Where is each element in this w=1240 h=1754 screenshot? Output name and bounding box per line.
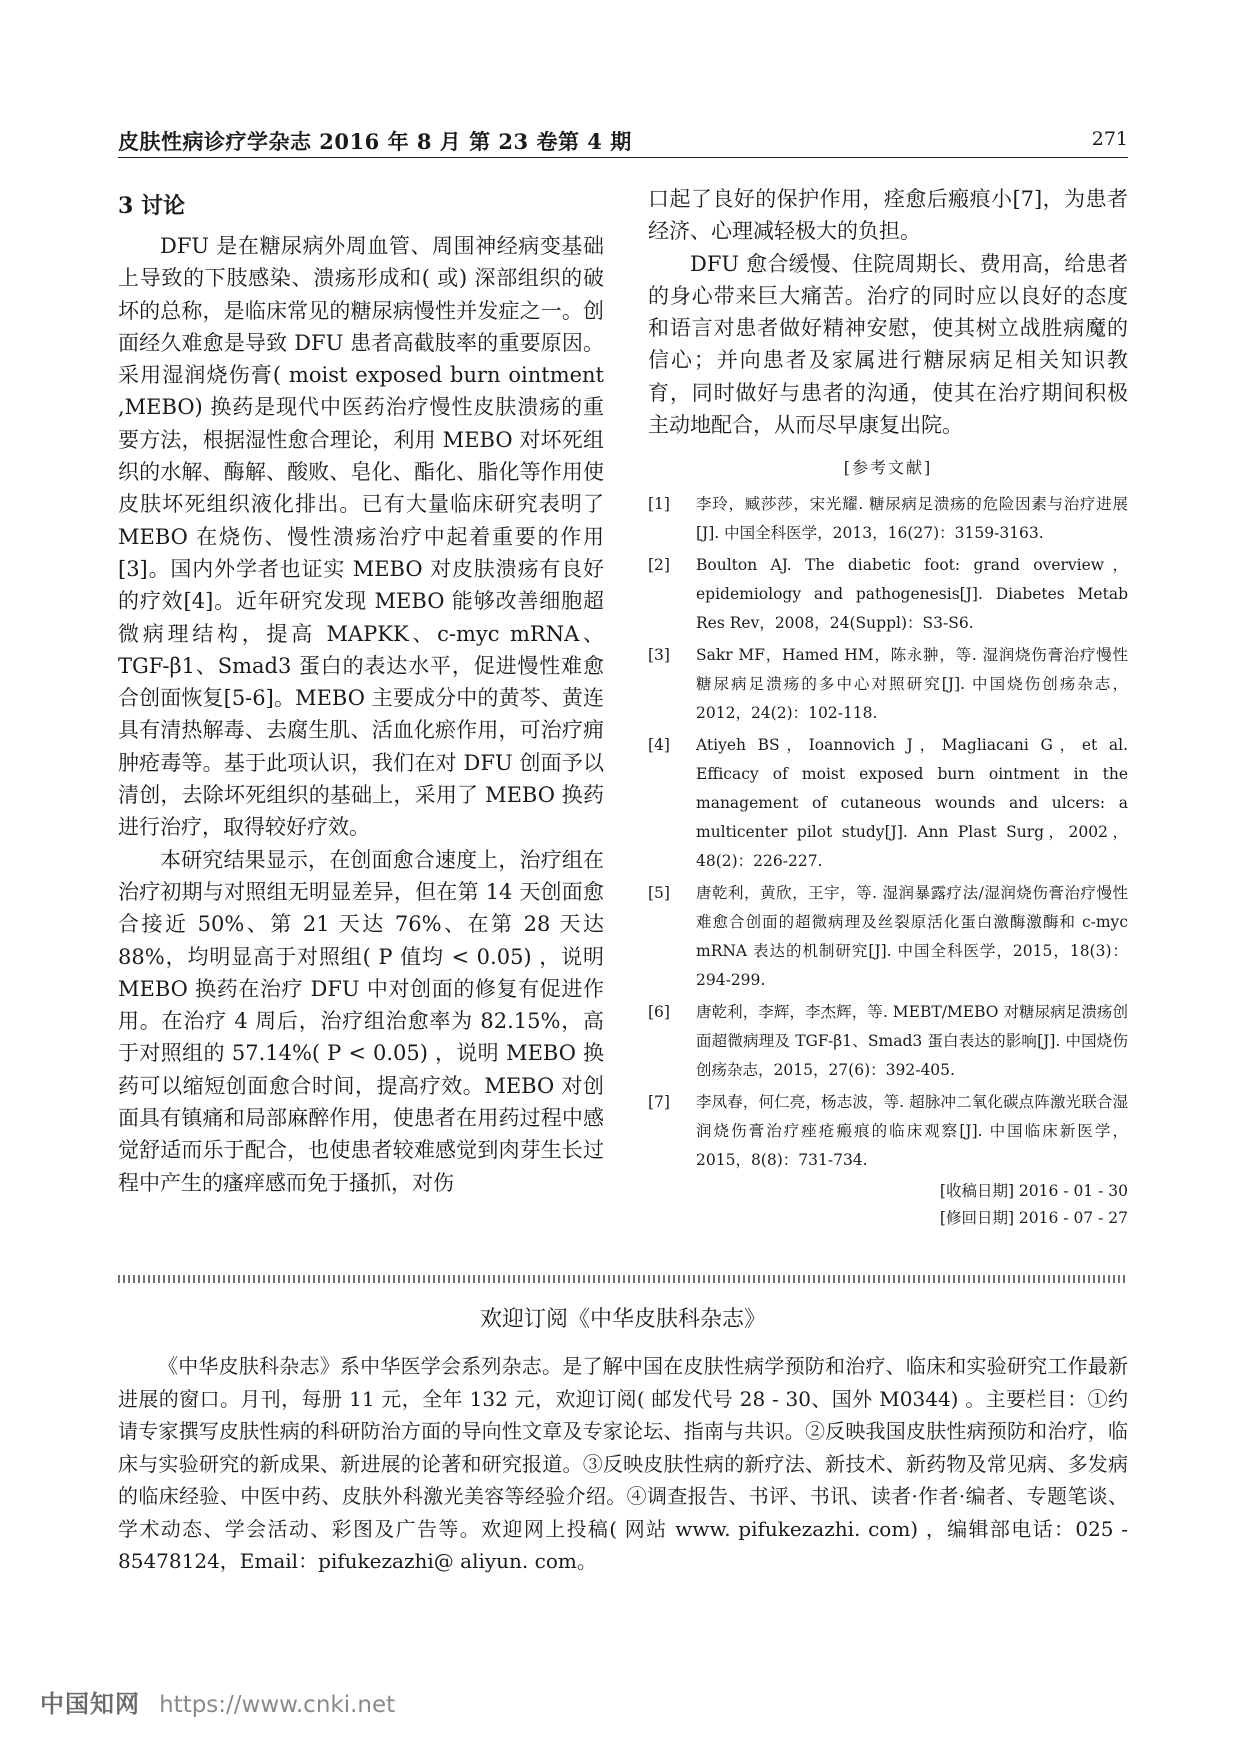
discussion-paragraph-1: DFU 是在糖尿病外周血管、周围神经病变基础上导致的下肢感染、溃疡形成和( 或) 深部组织的破坏的总称，是临床常见的糖尿病慢性并发症之一。创面经久难愈是导致 DFU 患者高截肢率的重要原因。采用湿润烧伤膏( moist exposed burn ointment ,MEBO) 换药是现代中医药治疗慢性皮肤溃疡的重要方法，根据湿性愈合理论，利用 MEBO 对坏死组织的水解、酶解、酸败、皂化、酯化、脂化等作用使皮肤坏死组织液化排出。已有大量临床研究表明了 MEBO 在烧伤、慢性溃疡治疗中起着重要的作用[3]。国内外学者也证实 MEBO 对皮肤溃疡有良好的疗效[4]。近年研究发现 MEBO 能够改善细胞超微病理结构，提高 MAPKK、c-myc mRNA、TGF-β1、Smad3 蛋白的表达水平，促进慢性难愈合创面恢复[5-6]。MEBO 主要成分中的黄芩、黄连具有清热解毒、去腐生肌、活血化瘀作用，可治疗痈肿疮毒等。基于此项认识，我们在对 DFU 创面予以清创，去除坏死组织的基础上，采用了 MEBO 换药进行治疗，取得较好疗效。 — [118, 234, 604, 840]
received-date: [收稿日期] 2016 - 01 - 30 — [939, 1182, 1128, 1201]
cnki-url[interactable]: https://www.cnki.net — [159, 1692, 396, 1718]
running-header — [118, 126, 1128, 158]
reference-item — [648, 879, 1128, 995]
reference-item — [648, 731, 1128, 876]
references-title: [参考文献] — [843, 458, 933, 478]
reference-text: Atiyeh BS，Ioannovich J，Magliacani G，et al. Efficacy of moist exposed burn ointment in the management of cutaneous wounds and ulcers: a multicenter pilot study[J]. Ann Plast Surg，2002，48(2)：226-227. — [696, 736, 1128, 871]
reference-number: [6] — [648, 1003, 670, 1022]
reference-text: 唐乾利，李辉，李杰辉，等. MEBT/MEBO 对糖尿病足溃疡创面超微病理及 TGF-β1、Smad3 蛋白表达的影响[J]. 中国烧伤创疡杂志，2015，27(6)：392-405. — [696, 1003, 1128, 1080]
reference-number: [1] — [648, 495, 670, 514]
cnki-footer — [40, 1684, 396, 1718]
reference-item — [648, 490, 1128, 548]
reference-item — [648, 551, 1128, 638]
header-rule — [118, 157, 1128, 158]
advert-body: 《中华皮肤科杂志》系中华医学会系列杂志。是了解中国在皮肤性病学预防和治疗、临床和实验研究工作最新进展的窗口。月刊，每册 11 元，全年 132 元，欢迎订阅( 邮发代号 28 - 30、国外 M0344) 。主要栏目：①约请专家撰写皮肤性病的科研防治方面的导向性文章及专家论坛、指南与共识。②反映我国皮肤性病预防和治疗，临床与实验研究的新成果、新进展的论著和研究报道。③反映皮肤性病的新疗法、新技术、新药物及常见病、多发病的临床经验、中医中药、皮肤外科激光美容等经验介绍。④调查报告、书评、书讯、读者·作者·编者、专题笔谈、学术动态、学会活动、彩图及广告等。欢迎网上投稿( 网站 www. pifukezazhi. com) ，编辑部电话：025 - 85478124，Email：pifukezazhi@ aliyun. com。 — [118, 1354, 1128, 1573]
page-number: 271 — [1091, 128, 1128, 150]
section-title: 3 讨论 — [118, 193, 185, 219]
revised-date: [修回日期] 2016 - 07 - 27 — [939, 1209, 1128, 1228]
right-column — [648, 183, 1128, 1232]
cnki-logo: 中国知网 — [40, 1690, 140, 1718]
reference-item — [648, 1088, 1128, 1175]
reference-list — [648, 490, 1128, 1175]
reference-number: [3] — [648, 646, 670, 665]
left-column — [118, 190, 604, 1199]
reference-text: Sakr MF，Hamed HM，陈永翀，等. 湿润烧伤膏治疗慢性糖尿病足溃疡的多中心对照研究[J]. 中国烧伤创疡杂志，2012，24(2)：102-118. — [696, 646, 1128, 723]
discussion-paragraph-4: DFU 愈合缓慢、住院周期长、费用高，给患者的身心带来巨大痛苦。治疗的同时应以良好的态度和语言对患者做好精神安慰，使其树立战胜病魔的信心；并向患者及家属进行糖尿病足相关知识教育，同时做好与患者的沟通，使其在治疗期间积极主动地配合，从而尽早康复出院。 — [648, 251, 1128, 438]
reference-number: [5] — [648, 884, 670, 903]
reference-text: 李玲，臧莎莎，宋光耀. 糖尿病足溃疡的危险因素与治疗进展[J]. 中国全科医学，2013，16(27)：3159-3163. — [696, 495, 1128, 543]
reference-item — [648, 998, 1128, 1085]
reference-text: Boulton AJ. The diabetic foot: grand overview，epidemiology and pathogenesis[J]. Diabetes Metab Res Rev，2008，24(Suppl)：S3-S6. — [696, 556, 1128, 633]
discussion-paragraph-3: 口起了良好的保护作用，痊愈后瘢痕小[7]，为患者经济、心理减轻极大的负担。 — [648, 187, 1128, 244]
reference-text: 李凤春，何仁亮，杨志波，等. 超脉冲二氧化碳点阵激光联合湿润烧伤膏治疗痤疮瘢痕的临床观察[J]. 中国临床新医学，2015，8(8)：731-734. — [696, 1093, 1128, 1170]
reference-number: [4] — [648, 736, 670, 755]
decorative-divider — [118, 1275, 1128, 1283]
reference-text: 唐乾利，黄欣，王宇，等. 湿润暴露疗法/湿润烧伤膏治疗慢性难愈合创面的超微病理及丝裂原活化蛋白激酶激酶和 c-myc mRNA 表达的机制研究[J]. 中国全科医学，2015，18(3)：294-299. — [696, 884, 1128, 990]
article-dates — [648, 1178, 1128, 1232]
reference-item — [648, 641, 1128, 728]
reference-number: [2] — [648, 556, 670, 575]
reference-number: [7] — [648, 1093, 670, 1112]
journal-issue-line: 皮肤性病诊疗学杂志 2016 年 8 月 第 23 卷第 4 期 — [118, 129, 632, 154]
discussion-paragraph-2: 本研究结果显示，在创面愈合速度上，治疗组在治疗初期与对照组无明显差异，但在第 14 天创面愈合接近 50%、第 21 天达 76%、在第 28 天达 88%，均明显高于对照组( P 值均 < 0.05) ，说明 MEBO 换药在治疗 DFU 中对创面的修复有促进作用。在治疗 4 周后，治疗组治愈率为 82.15%，高于对照组的 57.14%( P < 0.05) ，说明 MEBO 换药可以缩短创面愈合时间，提高疗效。MEBO 对创面具有镇痛和局部麻醉作用，使患者在用药过程中感觉舒适而乐于配合，也使患者较难感觉到肉芽生长过程中产生的瘙痒感而免于搔抓，对伤 — [118, 847, 604, 1195]
advert-title: 欢迎订阅《中华皮肤科杂志》 — [479, 1307, 766, 1332]
